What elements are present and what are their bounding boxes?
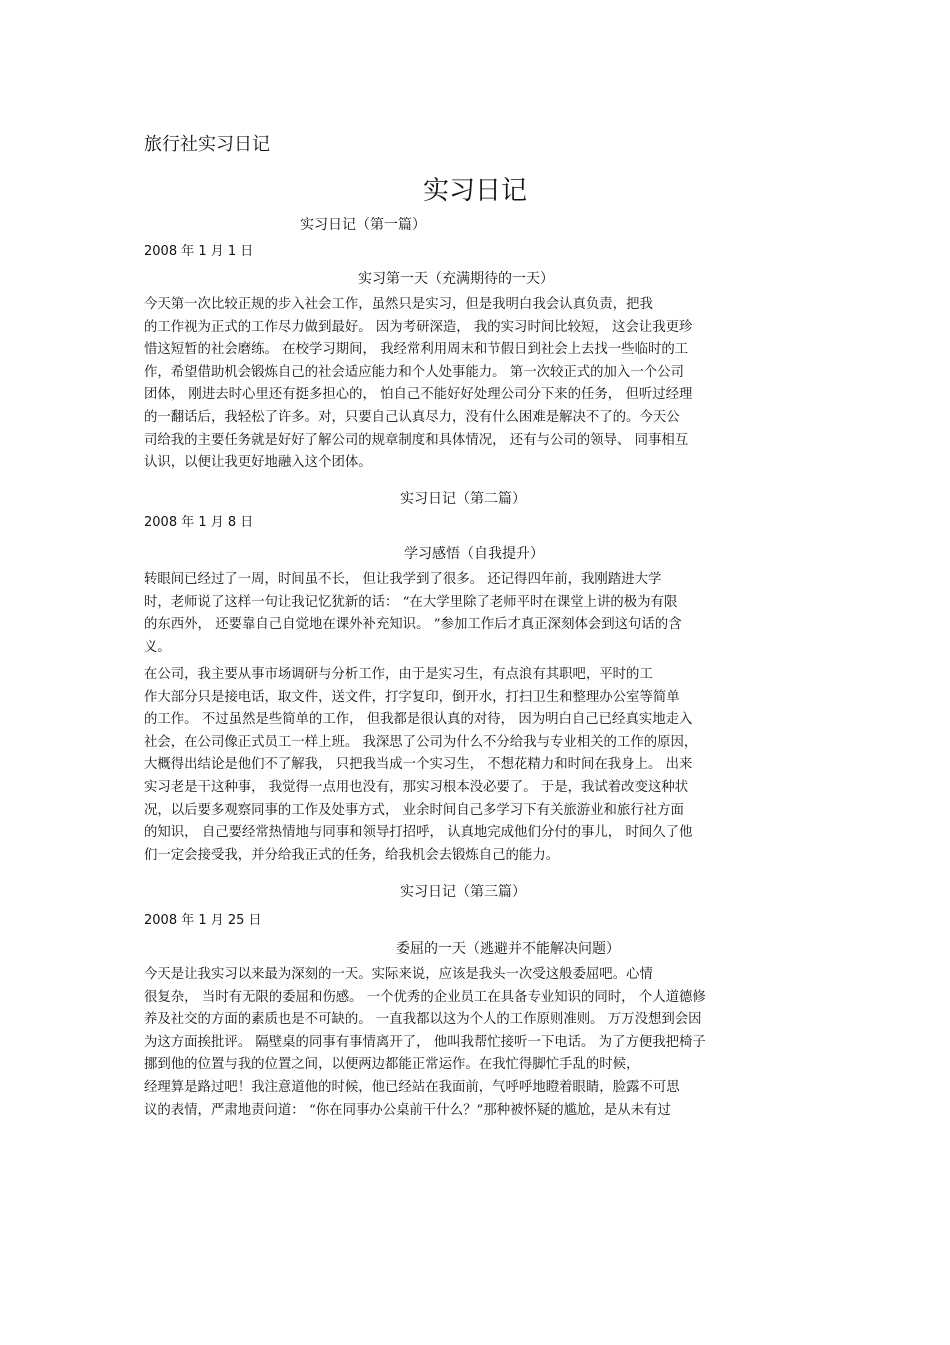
section-subtitle-1: 实习第一天（充满期待的一天） (358, 271, 554, 287)
section-date-3: 2008 年 1 月 25 日 (144, 913, 262, 928)
section-heading-2: 实习日记（第二篇） (400, 491, 526, 507)
section-date-1: 2008 年 1 月 1 日 (144, 244, 254, 259)
paragraph-1-1: 今天第一次比较正规的步入社会工作，虽然只是实习，但是我明白我会认真负责，把我 的工作视为正式的工作尽力做到最好。 因为考研深造， 我的实习时间比较短， 这会让我更珍 惜这短暂的社会磨练。 在校学习期间， 我经常利用周末和节假日到社会上去找一些临时的工 作，希望借助机会锻炼自己的社会适应能力和个人处事能力。 第一次较正式的加入一个公司 团体， 刚进去时心里还有挺多担心的， 怕自己不能好好处理公司分下来的任务， 但听过经理 的一翻话后，我轻松了许多。对，只要自己认真尽力，没有什么困难是解决不了的。今天公 司给我的主要任务就是好好了解公司的规章制度和具体情况， 还有与公司的领导、 同事相互 认识，以便让我更好地融入这个团体。 (144, 297, 693, 471)
section-heading-1: 实习日记（第一篇） (300, 217, 426, 233)
main-title: 实习日记 (422, 176, 527, 206)
paragraph-2-2: 在公司，我主要从事市场调研与分析工作，由于是实习生，有点浪有其职吧，平时的工 作大部分只是接电话，取文件，送文件，打字复印，倒开水，打扫卫生和整理办公室等简单 的工作。 不过虽然是些简单的工作， 但我都是很认真的对待， 因为明白自己已经真实地走入 社会，在公司像正式员工一样上班。 我深思了公司为什么不分给我与专业相关的工作的原因， 大概得出结论是他们不了解我， 只把我当成一个实习生， 不想花精力和时间在我身上。 出来 实习老是干这种事， 我觉得一点用也没有，那实习根本没必要了。 于是，我试着改变这种状 况，以后要多观察同事的工作及处事方式， 业余时间自己多学习下有关旅游业和旅行社方面 的知识， 自己要经常热情地与同事和领导打招呼， 认真地完成他们分付的事儿， 时间久了他 们一定会接受我，并分给我正式的任务，给我机会去锻炼自己的能力。 (144, 667, 698, 863)
paragraph-2-1: 转眼间已经过了一周，时间虽不长， 但让我学到了很多。 还记得四年前，我刚踏进大学 时，老师说了这样一句让我记忆犹新的话： “在大学里除了老师平时在课堂上讲的极为有限 的东西外， 还要靠自己自觉地在课外补充知识。 ”参加工作后才真正深刻体会到这句话的含 义。 (144, 572, 682, 655)
section-heading-3: 实习日记（第三篇） (400, 884, 526, 900)
section-subtitle-3: 委屈的一天（逃避并不能解决问题） (396, 941, 620, 957)
document-title: 旅行社实习日记 (144, 134, 270, 155)
section-subtitle-2: 学习感悟（自我提升） (404, 546, 544, 562)
section-date-2: 2008 年 1 月 8 日 (144, 515, 254, 530)
paragraph-3-1: 今天是让我实习以来最为深刻的一天。实际来说，应该是我头一次受这般委屈吧。心情 很复杂， 当时有无限的委屈和伤感。 一个优秀的企业员工在具备专业知识的同时， 个人道德修 养及社交的方面的素质也是不可缺的。 一直我都以这为个人的工作原则准则。 万万没想到会因 为这方面挨批评。 隔壁桌的同事有事情离开了， 他叫我帮忙接听一下电话。 为了方便我把椅子 挪到他的位置与我的位置之间，以便两边都能正常运作。在我忙得脚忙手乱的时候， 经理算是路过吧！我注意道他的时候，他已经站在我面前，气呼呼地瞪着眼睛，脸露不可思 议的表情，严肃地责问道： “你在同事办公桌前干什么？”那种被怀疑的尴尬，是从未有过 (144, 967, 706, 1118)
